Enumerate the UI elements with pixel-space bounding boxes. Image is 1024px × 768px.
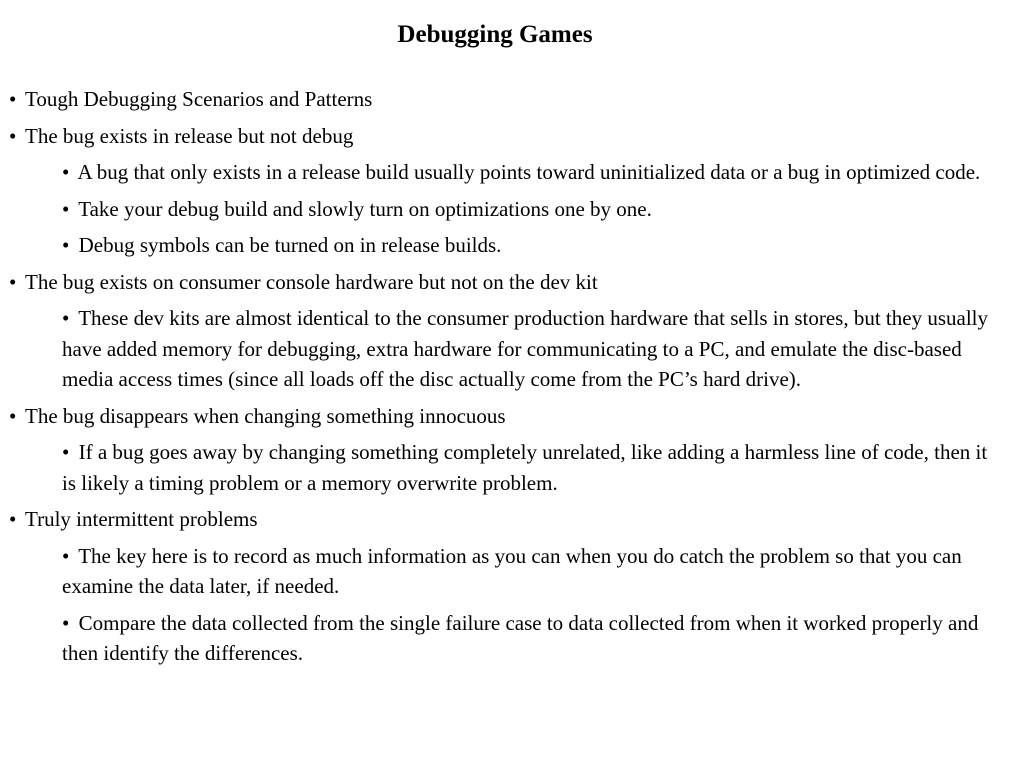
sub-bullet-item xyxy=(62,157,1009,188)
bullet-item xyxy=(9,401,1009,432)
bullet-icon: • xyxy=(62,440,70,464)
bullet-text: Truly intermittent problems xyxy=(25,507,258,531)
sub-bullet-text: The key here is to record as much information as you can when you do catch the problem so that you can examine the data later, if needed. xyxy=(62,543,962,598)
sub-bullet-text: A bug that only exists in a release build usually points toward uninitialized data or a bug in optimized code. xyxy=(77,160,981,184)
bullet-list xyxy=(9,84,1009,675)
bullet-icon: • xyxy=(62,306,70,330)
sub-bullet-item xyxy=(62,303,1009,395)
bullet-icon: • xyxy=(9,269,17,294)
sub-bullet-item xyxy=(62,194,1009,225)
sub-bullet-text: Debug symbols can be turned on in release builds. xyxy=(78,233,502,257)
bullet-item xyxy=(9,267,1009,298)
bullet-item xyxy=(9,84,1009,115)
sub-bullet-item xyxy=(62,230,1009,261)
bullet-icon: • xyxy=(62,196,70,221)
bullet-icon: • xyxy=(62,233,70,257)
sub-bullet-text: These dev kits are almost identical to the consumer production hardware that sells in stores, but they usually have added memory for debugging, extra hardware for communicating to a PC, and emulate the disc-based media access times (since all loads off the disc actually come from the PC’s hard drive). xyxy=(62,306,989,391)
bullet-text: Tough Debugging Scenarios and Patterns xyxy=(25,87,373,111)
sub-bullet-text: Take your debug build and slowly turn on optimizations one by one. xyxy=(78,196,652,221)
bullet-text: The bug disappears when changing something innocuous xyxy=(25,403,506,428)
slide-title: Debugging Games xyxy=(397,21,593,48)
bullet-item xyxy=(9,121,1009,152)
sub-bullet-item xyxy=(62,608,1009,669)
sub-bullet-item xyxy=(62,541,1009,602)
bullet-icon: • xyxy=(62,160,70,184)
sub-bullet-text: Compare the data collected from the single failure case to data collected from when it worked properly and then identify the differences. xyxy=(62,610,979,665)
bullet-icon: • xyxy=(9,403,17,428)
sub-bullet-item xyxy=(62,437,1009,498)
bullet-text: The bug exists on consumer console hardware but not on the dev kit xyxy=(25,269,598,294)
sub-bullet-text: If a bug goes away by changing something completely unrelated, like adding a harmless line of code, then it is likely a timing problem or a memory overwrite problem. xyxy=(62,440,988,495)
bullet-icon: • xyxy=(9,123,17,148)
bullet-item xyxy=(9,504,1009,535)
bullet-icon: • xyxy=(9,87,17,111)
bullet-text: The bug exists in release but not debug xyxy=(25,123,354,148)
bullet-icon: • xyxy=(62,610,70,635)
bullet-icon: • xyxy=(9,507,17,531)
bullet-icon: • xyxy=(62,543,70,568)
